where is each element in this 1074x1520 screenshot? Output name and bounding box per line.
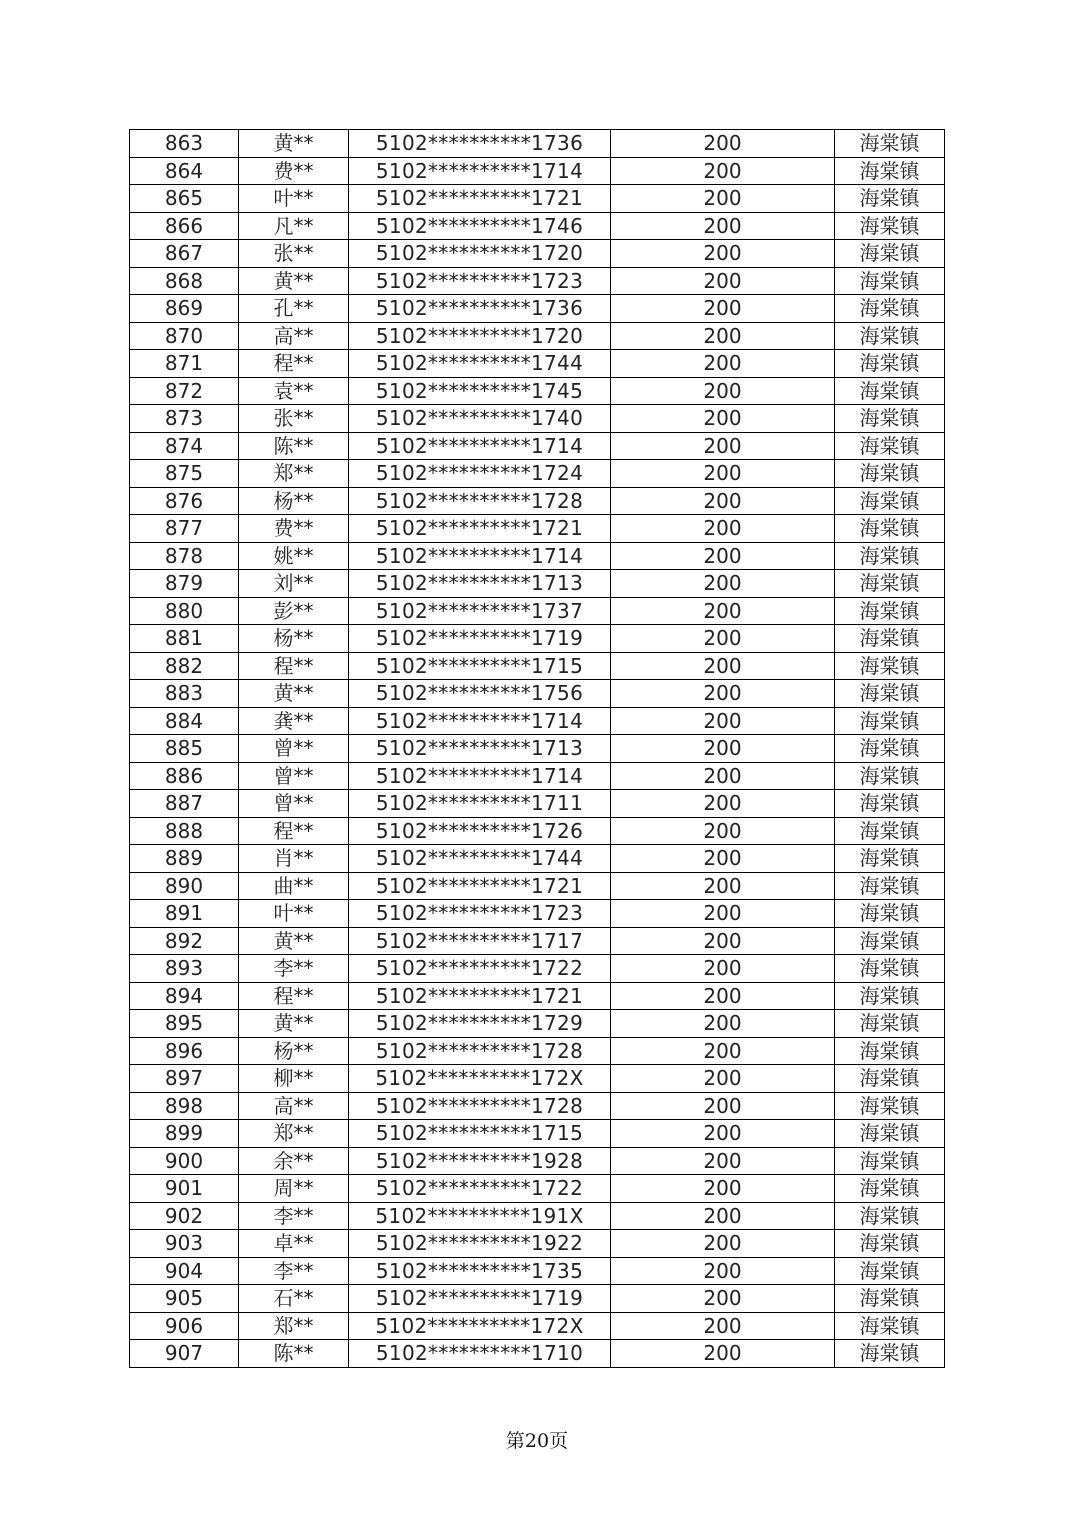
row-number-cell: 866 — [130, 212, 239, 240]
id-number-cell: 5102**********1724 — [349, 460, 611, 488]
name-cell: 高** — [239, 1092, 349, 1120]
row-number-cell: 887 — [130, 790, 239, 818]
amount-cell: 200 — [611, 1202, 835, 1230]
name-cell: 程** — [239, 982, 349, 1010]
town-cell: 海棠镇 — [835, 1340, 945, 1368]
row-number-cell: 873 — [130, 405, 239, 433]
table-row — [130, 542, 945, 570]
town-cell: 海棠镇 — [835, 707, 945, 735]
town-cell: 海棠镇 — [835, 515, 945, 543]
table-row — [130, 295, 945, 323]
table-row — [130, 1120, 945, 1148]
town-cell: 海棠镇 — [835, 982, 945, 1010]
id-number-cell: 5102**********1737 — [349, 597, 611, 625]
town-cell: 海棠镇 — [835, 817, 945, 845]
id-number-cell: 5102**********1726 — [349, 817, 611, 845]
amount-cell: 200 — [611, 542, 835, 570]
amount-cell: 200 — [611, 900, 835, 928]
id-number-cell: 5102**********1717 — [349, 927, 611, 955]
amount-cell: 200 — [611, 707, 835, 735]
table-row — [130, 597, 945, 625]
name-cell: 曾** — [239, 762, 349, 790]
amount-cell: 200 — [611, 487, 835, 515]
id-number-cell: 5102**********1729 — [349, 1010, 611, 1038]
name-cell: 姚** — [239, 542, 349, 570]
amount-cell: 200 — [611, 267, 835, 295]
town-cell: 海棠镇 — [835, 295, 945, 323]
amount-cell: 200 — [611, 350, 835, 378]
name-cell: 李** — [239, 1257, 349, 1285]
amount-cell: 200 — [611, 1340, 835, 1368]
row-number-cell: 877 — [130, 515, 239, 543]
row-number-cell: 882 — [130, 652, 239, 680]
name-cell: 叶** — [239, 900, 349, 928]
id-number-cell: 5102**********1710 — [349, 1340, 611, 1368]
table-row — [130, 377, 945, 405]
amount-cell: 200 — [611, 927, 835, 955]
name-cell: 石** — [239, 1285, 349, 1313]
row-number-cell: 881 — [130, 625, 239, 653]
table-row — [130, 707, 945, 735]
town-cell: 海棠镇 — [835, 1175, 945, 1203]
name-cell: 郑** — [239, 1120, 349, 1148]
id-number-cell: 5102**********1714 — [349, 542, 611, 570]
table-row — [130, 927, 945, 955]
town-cell: 海棠镇 — [835, 735, 945, 763]
name-cell: 黄** — [239, 1010, 349, 1038]
amount-cell: 200 — [611, 185, 835, 213]
town-cell: 海棠镇 — [835, 322, 945, 350]
amount-cell: 200 — [611, 845, 835, 873]
id-number-cell: 5102**********1721 — [349, 185, 611, 213]
name-cell: 杨** — [239, 625, 349, 653]
row-number-cell: 868 — [130, 267, 239, 295]
table-row — [130, 267, 945, 295]
table-row — [130, 790, 945, 818]
town-cell: 海棠镇 — [835, 1010, 945, 1038]
amount-cell: 200 — [611, 625, 835, 653]
id-number-cell: 5102**********1723 — [349, 267, 611, 295]
town-cell: 海棠镇 — [835, 1202, 945, 1230]
row-number-cell: 894 — [130, 982, 239, 1010]
id-number-cell: 5102**********1715 — [349, 1120, 611, 1148]
town-cell: 海棠镇 — [835, 872, 945, 900]
name-cell: 黄** — [239, 680, 349, 708]
table-row — [130, 1340, 945, 1368]
row-number-cell: 897 — [130, 1065, 239, 1093]
id-number-cell: 5102**********1756 — [349, 680, 611, 708]
name-cell: 黄** — [239, 927, 349, 955]
town-cell: 海棠镇 — [835, 377, 945, 405]
name-cell: 曾** — [239, 735, 349, 763]
town-cell: 海棠镇 — [835, 1230, 945, 1258]
row-number-cell: 867 — [130, 240, 239, 268]
town-cell: 海棠镇 — [835, 790, 945, 818]
row-number-cell: 890 — [130, 872, 239, 900]
name-cell: 孔** — [239, 295, 349, 323]
town-cell: 海棠镇 — [835, 927, 945, 955]
name-cell: 郑** — [239, 1312, 349, 1340]
amount-cell: 200 — [611, 735, 835, 763]
amount-cell: 200 — [611, 762, 835, 790]
row-number-cell: 898 — [130, 1092, 239, 1120]
town-cell: 海棠镇 — [835, 625, 945, 653]
id-number-cell: 5102**********1714 — [349, 762, 611, 790]
id-number-cell: 5102**********1728 — [349, 1037, 611, 1065]
town-cell: 海棠镇 — [835, 212, 945, 240]
name-cell: 陈** — [239, 432, 349, 460]
amount-cell: 200 — [611, 570, 835, 598]
town-cell: 海棠镇 — [835, 1312, 945, 1340]
row-number-cell: 907 — [130, 1340, 239, 1368]
table-row — [130, 1175, 945, 1203]
amount-cell: 200 — [611, 157, 835, 185]
table-row — [130, 735, 945, 763]
amount-cell: 200 — [611, 130, 835, 158]
table-row — [130, 240, 945, 268]
id-number-cell: 5102**********1728 — [349, 1092, 611, 1120]
table-row — [130, 652, 945, 680]
amount-cell: 200 — [611, 1285, 835, 1313]
town-cell: 海棠镇 — [835, 652, 945, 680]
town-cell: 海棠镇 — [835, 460, 945, 488]
name-cell: 叶** — [239, 185, 349, 213]
row-number-cell: 892 — [130, 927, 239, 955]
id-number-cell: 5102**********1744 — [349, 845, 611, 873]
amount-cell: 200 — [611, 1092, 835, 1120]
amount-cell: 200 — [611, 1037, 835, 1065]
amount-cell: 200 — [611, 652, 835, 680]
amount-cell: 200 — [611, 872, 835, 900]
table-row — [130, 185, 945, 213]
town-cell: 海棠镇 — [835, 487, 945, 515]
name-cell: 程** — [239, 652, 349, 680]
amount-cell: 200 — [611, 817, 835, 845]
town-cell: 海棠镇 — [835, 432, 945, 460]
town-cell: 海棠镇 — [835, 1120, 945, 1148]
name-cell: 卓** — [239, 1230, 349, 1258]
recipient-table — [129, 129, 945, 1368]
town-cell: 海棠镇 — [835, 680, 945, 708]
name-cell: 黄** — [239, 267, 349, 295]
id-number-cell: 5102**********1735 — [349, 1257, 611, 1285]
table-row — [130, 130, 945, 158]
row-number-cell: 902 — [130, 1202, 239, 1230]
row-number-cell: 871 — [130, 350, 239, 378]
row-number-cell: 885 — [130, 735, 239, 763]
town-cell: 海棠镇 — [835, 1065, 945, 1093]
id-number-cell: 5102**********1715 — [349, 652, 611, 680]
id-number-cell: 5102**********1719 — [349, 625, 611, 653]
row-number-cell: 886 — [130, 762, 239, 790]
row-number-cell: 903 — [130, 1230, 239, 1258]
row-number-cell: 870 — [130, 322, 239, 350]
name-cell: 黄** — [239, 130, 349, 158]
name-cell: 龚** — [239, 707, 349, 735]
name-cell: 陈** — [239, 1340, 349, 1368]
name-cell: 彭** — [239, 597, 349, 625]
table-row — [130, 1010, 945, 1038]
row-number-cell: 879 — [130, 570, 239, 598]
id-number-cell: 5102**********1714 — [349, 157, 611, 185]
id-number-cell: 5102**********1711 — [349, 790, 611, 818]
amount-cell: 200 — [611, 515, 835, 543]
town-cell: 海棠镇 — [835, 570, 945, 598]
town-cell: 海棠镇 — [835, 762, 945, 790]
table-row — [130, 487, 945, 515]
table-row — [130, 817, 945, 845]
table-row — [130, 1285, 945, 1313]
row-number-cell: 896 — [130, 1037, 239, 1065]
table-row — [130, 157, 945, 185]
row-number-cell: 865 — [130, 185, 239, 213]
table-row — [130, 570, 945, 598]
name-cell: 周** — [239, 1175, 349, 1203]
row-number-cell: 893 — [130, 955, 239, 983]
id-number-cell: 5102**********1713 — [349, 570, 611, 598]
id-number-cell: 5102**********1922 — [349, 1230, 611, 1258]
amount-cell: 200 — [611, 460, 835, 488]
table-row — [130, 1230, 945, 1258]
id-number-cell: 5102**********1714 — [349, 432, 611, 460]
name-cell: 郑** — [239, 460, 349, 488]
table-row — [130, 625, 945, 653]
table-row — [130, 405, 945, 433]
table-row — [130, 762, 945, 790]
amount-cell: 200 — [611, 1120, 835, 1148]
page-number: 第20页 — [505, 1430, 569, 1452]
name-cell: 费** — [239, 157, 349, 185]
amount-cell: 200 — [611, 1010, 835, 1038]
id-number-cell: 5102**********1736 — [349, 295, 611, 323]
town-cell: 海棠镇 — [835, 597, 945, 625]
town-cell: 海棠镇 — [835, 955, 945, 983]
id-number-cell: 5102**********172X — [349, 1065, 611, 1093]
row-number-cell: 891 — [130, 900, 239, 928]
name-cell: 袁** — [239, 377, 349, 405]
id-number-cell: 5102**********1714 — [349, 707, 611, 735]
amount-cell: 200 — [611, 432, 835, 460]
row-number-cell: 878 — [130, 542, 239, 570]
row-number-cell: 883 — [130, 680, 239, 708]
town-cell: 海棠镇 — [835, 130, 945, 158]
amount-cell: 200 — [611, 1065, 835, 1093]
name-cell: 李** — [239, 955, 349, 983]
town-cell: 海棠镇 — [835, 1037, 945, 1065]
row-number-cell: 872 — [130, 377, 239, 405]
table-row — [130, 845, 945, 873]
town-cell: 海棠镇 — [835, 157, 945, 185]
id-number-cell: 5102**********1723 — [349, 900, 611, 928]
id-number-cell: 5102**********172X — [349, 1312, 611, 1340]
amount-cell: 200 — [611, 1147, 835, 1175]
table-row — [130, 350, 945, 378]
town-cell: 海棠镇 — [835, 405, 945, 433]
table-row — [130, 1147, 945, 1175]
row-number-cell: 874 — [130, 432, 239, 460]
table-row — [130, 982, 945, 1010]
id-number-cell: 5102**********1746 — [349, 212, 611, 240]
id-number-cell: 5102**********1720 — [349, 322, 611, 350]
town-cell: 海棠镇 — [835, 1257, 945, 1285]
name-cell: 张** — [239, 405, 349, 433]
id-number-cell: 5102**********1722 — [349, 955, 611, 983]
row-number-cell: 880 — [130, 597, 239, 625]
table-row — [130, 1092, 945, 1120]
id-number-cell: 5102**********1721 — [349, 872, 611, 900]
row-number-cell: 905 — [130, 1285, 239, 1313]
table-row — [130, 955, 945, 983]
row-number-cell: 904 — [130, 1257, 239, 1285]
amount-cell: 200 — [611, 240, 835, 268]
id-number-cell: 5102**********1713 — [349, 735, 611, 763]
amount-cell: 200 — [611, 680, 835, 708]
id-number-cell: 5102**********1744 — [349, 350, 611, 378]
town-cell: 海棠镇 — [835, 185, 945, 213]
town-cell: 海棠镇 — [835, 1285, 945, 1313]
table-row — [130, 212, 945, 240]
amount-cell: 200 — [611, 955, 835, 983]
table-row — [130, 460, 945, 488]
table-row — [130, 1202, 945, 1230]
id-number-cell: 5102**********1721 — [349, 982, 611, 1010]
name-cell: 杨** — [239, 1037, 349, 1065]
row-number-cell: 875 — [130, 460, 239, 488]
amount-cell: 200 — [611, 982, 835, 1010]
amount-cell: 200 — [611, 1257, 835, 1285]
amount-cell: 200 — [611, 212, 835, 240]
row-number-cell: 889 — [130, 845, 239, 873]
name-cell: 杨** — [239, 487, 349, 515]
amount-cell: 200 — [611, 405, 835, 433]
name-cell: 柳** — [239, 1065, 349, 1093]
table-row — [130, 515, 945, 543]
name-cell: 余** — [239, 1147, 349, 1175]
row-number-cell: 899 — [130, 1120, 239, 1148]
town-cell: 海棠镇 — [835, 267, 945, 295]
town-cell: 海棠镇 — [835, 845, 945, 873]
town-cell: 海棠镇 — [835, 350, 945, 378]
id-number-cell: 5102**********1745 — [349, 377, 611, 405]
name-cell: 曾** — [239, 790, 349, 818]
row-number-cell: 888 — [130, 817, 239, 845]
id-number-cell: 5102**********1719 — [349, 1285, 611, 1313]
amount-cell: 200 — [611, 1230, 835, 1258]
id-number-cell: 5102**********1728 — [349, 487, 611, 515]
name-cell: 张** — [239, 240, 349, 268]
name-cell: 程** — [239, 350, 349, 378]
row-number-cell: 863 — [130, 130, 239, 158]
name-cell: 凡** — [239, 212, 349, 240]
id-number-cell: 5102**********1736 — [349, 130, 611, 158]
table-row — [130, 1065, 945, 1093]
id-number-cell: 5102**********1720 — [349, 240, 611, 268]
id-number-cell: 5102**********191X — [349, 1202, 611, 1230]
id-number-cell: 5102**********1721 — [349, 515, 611, 543]
id-number-cell: 5102**********1722 — [349, 1175, 611, 1203]
name-cell: 程** — [239, 817, 349, 845]
row-number-cell: 901 — [130, 1175, 239, 1203]
table-row — [130, 900, 945, 928]
name-cell: 李** — [239, 1202, 349, 1230]
row-number-cell: 906 — [130, 1312, 239, 1340]
table-row — [130, 1312, 945, 1340]
town-cell: 海棠镇 — [835, 240, 945, 268]
amount-cell: 200 — [611, 322, 835, 350]
id-number-cell: 5102**********1740 — [349, 405, 611, 433]
row-number-cell: 864 — [130, 157, 239, 185]
name-cell: 刘** — [239, 570, 349, 598]
table-row — [130, 432, 945, 460]
town-cell: 海棠镇 — [835, 900, 945, 928]
row-number-cell: 876 — [130, 487, 239, 515]
town-cell: 海棠镇 — [835, 542, 945, 570]
table-row — [130, 1257, 945, 1285]
name-cell: 曲** — [239, 872, 349, 900]
row-number-cell: 869 — [130, 295, 239, 323]
table-row — [130, 872, 945, 900]
town-cell: 海棠镇 — [835, 1147, 945, 1175]
amount-cell: 200 — [611, 597, 835, 625]
row-number-cell: 895 — [130, 1010, 239, 1038]
recipient-table-body — [130, 130, 945, 1368]
row-number-cell: 884 — [130, 707, 239, 735]
amount-cell: 200 — [611, 377, 835, 405]
name-cell: 肖** — [239, 845, 349, 873]
town-cell: 海棠镇 — [835, 1092, 945, 1120]
row-number-cell: 900 — [130, 1147, 239, 1175]
name-cell: 费** — [239, 515, 349, 543]
amount-cell: 200 — [611, 1175, 835, 1203]
table-row — [130, 322, 945, 350]
name-cell: 高** — [239, 322, 349, 350]
amount-cell: 200 — [611, 790, 835, 818]
amount-cell: 200 — [611, 295, 835, 323]
amount-cell: 200 — [611, 1312, 835, 1340]
table-row — [130, 680, 945, 708]
table-row — [130, 1037, 945, 1065]
id-number-cell: 5102**********1928 — [349, 1147, 611, 1175]
